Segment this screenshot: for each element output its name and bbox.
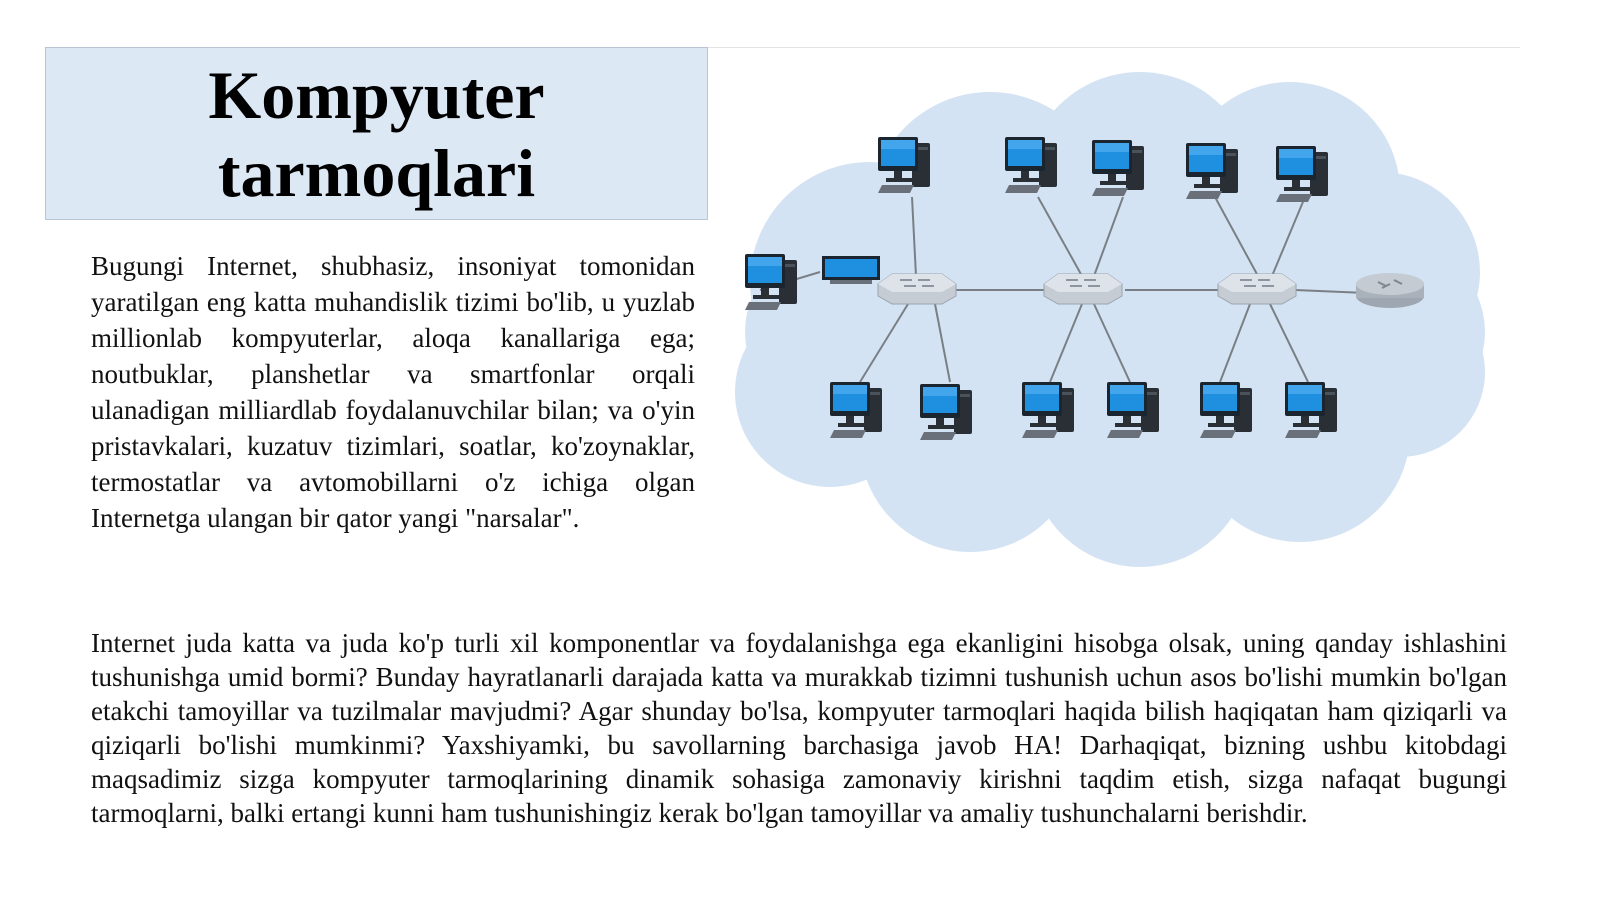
page-title: [208, 56, 544, 212]
router-icon: [1356, 273, 1424, 308]
switch-middle: [1044, 274, 1122, 304]
monitor-icon: [822, 256, 880, 284]
title-box: [45, 47, 708, 220]
switch-left: [878, 274, 956, 304]
intro-paragraph: Bugungi Internet, shubhasiz, insoniyat tomonidan yaratilgan eng katta muhandislik tizimi bo'lib, u yuzlab millionlab kompyuterlar, aloqa kanallariga ega; noutbuklar, planshetlar va smartfonlar orqali ulanadigan milliardlab foydalanuvchilar bilan; va o'yin pristavkalari, kuzatuv tizimlari, soatlar, ko'zoynaklar, termostatlar va avtomobillarni o'z ichiga olgan Internetga ulangan bir qator yangi "narsalar".: [91, 251, 695, 533]
title-line-2: tarmoqlari: [217, 134, 536, 211]
body-paragraph: Internet juda katta va juda ko'p turli xil komponentlar va foydalanishga ega ekanligini hisobga olsak, uning qanday ishlashini tushunishga umid bormi? Bunday hayratlanarli darajada katta va murakkab tizimni tushunish uchun asos bo'lishi mumkin bo'lgan etakchi tamoyillar va tuzilmalar mavjudmi? Agar shunday bo'lsa, kompyuter tarmoqlari haqida bilish haqiqatan ham qiziqarli va qiziqarli bo'lishi mumkinmi? Yaxshiyamki, bu savollarning barchasiga javob HA! Darhaqiqat, bizning ushbu kitobdagi maqsadimiz sizga kompyuter tarmoqlarining dinamik sohasiga zamonaviy kirishni taqdim etish, sizga nafaqat bugungi tarmoqlarni, balki ertangi kunni ham tushunishingiz kerak bo'lgan tamoyillar va amaliy tushunchalarni berishdir.: [91, 628, 1507, 828]
title-line-1: Kompyuter: [208, 56, 545, 133]
switch-right: [1218, 274, 1296, 304]
network-diagram: [720, 62, 1510, 587]
top-divider: [700, 47, 1520, 48]
